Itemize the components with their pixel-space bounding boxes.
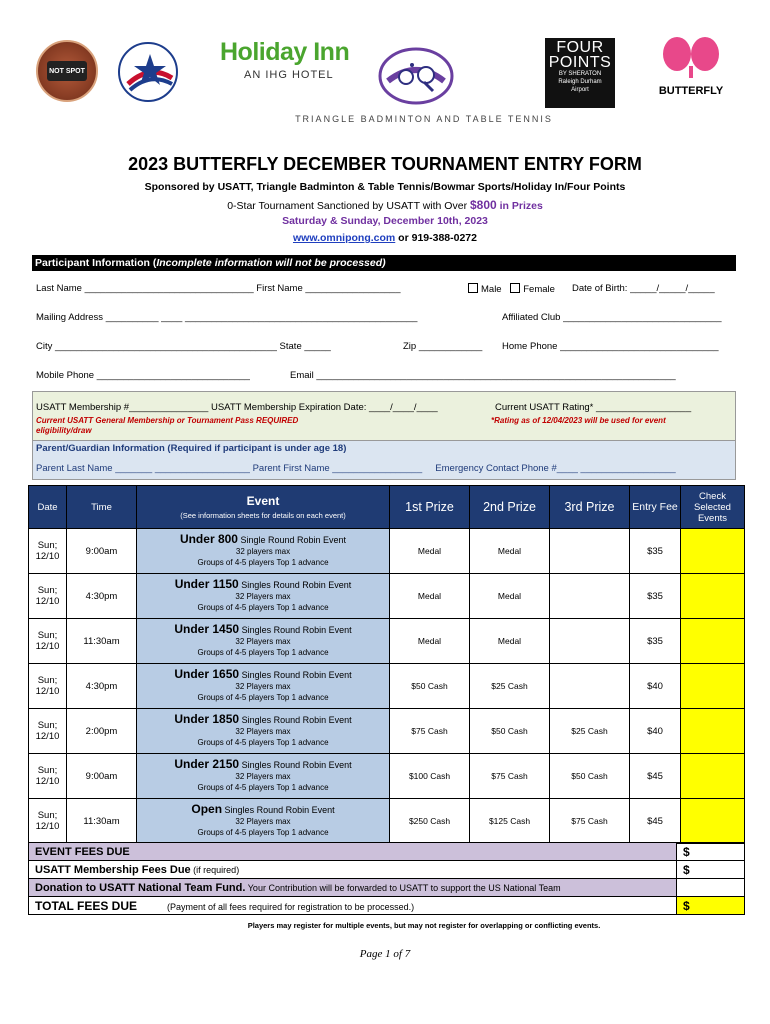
event-name: Under 1150 — [174, 577, 239, 591]
event-row — [29, 664, 745, 709]
event-day: Sun; — [37, 585, 58, 596]
mailing-address-field[interactable]: Mailing Address __________ ____ ____________________________________________ — [36, 312, 418, 323]
event-second-prize: Medal — [470, 619, 550, 664]
event-entry-fee: $45 — [630, 799, 681, 844]
female-label: Female — [523, 284, 555, 295]
col-third-prize: 3rd Prize — [550, 486, 630, 529]
event-groups: Groups of 4-5 players Top 1 advance — [197, 783, 329, 792]
event-time: 4:30pm — [67, 664, 137, 709]
tournament-dates: Saturday & Sunday, December 10th, 2023 — [282, 215, 488, 227]
event-third-prize: $25 Cash — [550, 709, 630, 754]
col-event — [137, 486, 390, 529]
event-time: 4:30pm — [67, 574, 137, 619]
col-event-title: Event — [246, 494, 280, 508]
total-fees-text: TOTAL FEES DUE — [35, 898, 138, 913]
event-row — [29, 754, 745, 799]
rating-date-note: *Rating as of 12/04/2023 will be used for event — [491, 416, 666, 425]
event-groups: Groups of 4-5 players Top 1 advance — [197, 558, 329, 567]
event-description — [137, 709, 390, 754]
total-fees-note: (Payment of all fees required for registration to be processed.) — [167, 901, 415, 912]
city-row — [36, 341, 736, 352]
logo-bar — [0, 0, 770, 130]
event-format: Singles Round Robin Event — [239, 760, 352, 770]
event-description — [137, 664, 390, 709]
donation-text: Donation to USATT National Team Fund. — [35, 881, 246, 894]
butterfly-logo — [648, 36, 734, 96]
event-date-value: 12/10 — [35, 731, 60, 742]
event-row — [29, 619, 745, 664]
event-select-cell[interactable] — [681, 754, 745, 799]
event-fees-amount[interactable]: $ — [677, 843, 745, 861]
event-time: 9:00am — [67, 529, 137, 574]
event-date-value: 12/10 — [35, 551, 60, 562]
event-first-prize: $50 Cash — [390, 664, 470, 709]
holiday-inn-name: Holiday Inn — [220, 38, 350, 66]
donation-label — [29, 879, 677, 897]
event-date-value: 12/10 — [35, 641, 60, 652]
event-date-value: 12/10 — [35, 821, 60, 832]
event-select-cell[interactable] — [681, 619, 745, 664]
participant-header — [32, 255, 736, 271]
event-row — [29, 574, 745, 619]
butterfly-icon — [661, 36, 721, 78]
events-header-row — [29, 486, 745, 529]
sanction-suffix: in Prizes — [496, 200, 543, 212]
event-second-prize: $125 Cash — [470, 799, 550, 844]
col-date: Date — [29, 486, 67, 529]
event-day: Sun; — [37, 765, 58, 776]
usatt-rating-field[interactable]: Current USATT Rating* __________________ — [495, 402, 692, 413]
col-check-events: Check Selected Events — [681, 486, 745, 529]
event-first-prize: $75 Cash — [390, 709, 470, 754]
event-third-prize: $50 Cash — [550, 754, 630, 799]
event-first-prize: Medal — [390, 574, 470, 619]
event-date-value: 12/10 — [35, 776, 60, 787]
event-description — [137, 754, 390, 799]
usatt-logo — [118, 42, 178, 102]
four-points-line3: BY SHERATON — [558, 71, 602, 77]
event-first-prize: Medal — [390, 529, 470, 574]
zip-field[interactable]: Zip ____________ — [403, 341, 483, 352]
fees-table — [28, 842, 745, 915]
club-seal-logo — [36, 40, 98, 102]
website-link[interactable]: www.omnipong.com — [292, 232, 396, 244]
event-name: Open — [191, 802, 223, 816]
total-fees-row — [29, 897, 745, 915]
event-row — [29, 529, 745, 574]
donation-note: Your Contribution will be forwarded to USATT to support the US National Team — [245, 882, 561, 893]
page-title: 2023 BUTTERFLY DECEMBER TOURNAMENT ENTRY FORM — [128, 154, 642, 174]
mobile-row — [36, 370, 736, 381]
membership-fees-amount[interactable]: $ — [677, 861, 745, 879]
event-capacity: 32 Players max — [235, 727, 291, 736]
home-phone-field[interactable]: Home Phone ______________________________ — [502, 341, 719, 352]
total-fees-amount[interactable]: $ — [677, 897, 745, 915]
events-body — [29, 529, 745, 844]
event-date-value: 12/10 — [35, 596, 60, 607]
event-second-prize: Medal — [470, 574, 550, 619]
event-name: Under 800 — [179, 532, 238, 546]
usatt-membership-box — [32, 391, 736, 441]
email-field[interactable]: Email ____________________________________________________________________ — [290, 370, 676, 381]
event-entry-fee: $45 — [630, 754, 681, 799]
event-groups: Groups of 4-5 players Top 1 advance — [197, 693, 329, 702]
event-description — [137, 574, 390, 619]
col-time: Time — [67, 486, 137, 529]
membership-fees-label — [29, 861, 677, 879]
participant-header-main: Participant Information ( — [35, 257, 157, 269]
tagline: TRIANGLE BADMINTON AND TABLE TENNIS — [295, 114, 553, 124]
event-row — [29, 799, 745, 844]
name-row — [36, 283, 736, 294]
male-checkbox[interactable] — [468, 283, 478, 293]
event-name: Under 1850 — [174, 712, 240, 726]
sanction-amount: $800 — [469, 198, 497, 212]
event-first-prize: $250 Cash — [390, 799, 470, 844]
event-time: 2:00pm — [67, 709, 137, 754]
event-third-prize — [550, 619, 630, 664]
contact-line — [0, 232, 770, 244]
event-date — [29, 799, 67, 844]
event-format: Singles Round Robin Event — [239, 715, 352, 725]
event-date — [29, 754, 67, 799]
event-groups: Groups of 4-5 players Top 1 advance — [197, 828, 329, 837]
event-day: Sun; — [37, 630, 58, 641]
event-first-prize: $100 Cash — [390, 754, 470, 799]
event-capacity: 32 Players max — [235, 772, 291, 781]
event-select-cell[interactable] — [681, 709, 745, 754]
event-date — [29, 619, 67, 664]
membership-required-note: Current USATT General Membership or Tournament Pass REQUIRED eligibility/draw — [36, 416, 299, 435]
guardian-header: Parent/Guardian Information (Required if participant is under age 18) — [36, 443, 347, 454]
event-select-cell[interactable] — [681, 574, 745, 619]
event-entry-fee: $40 — [630, 709, 681, 754]
donation-amount[interactable] — [677, 879, 745, 897]
four-points-line4: Raleigh Durham — [558, 79, 602, 85]
event-capacity: 32 Players max — [235, 817, 291, 826]
male-label: Male — [481, 284, 502, 295]
event-time: 9:00am — [67, 754, 137, 799]
usatt-membership-field[interactable]: USATT Membership #_______________ USATT Membership Expiration Date: ____/____/____ — [36, 402, 438, 413]
donation-row — [29, 879, 745, 897]
events-table — [28, 485, 745, 844]
four-points-line2: POINTS — [548, 54, 612, 71]
event-second-prize: $25 Cash — [470, 664, 550, 709]
event-select-cell[interactable] — [681, 529, 745, 574]
membership-fees-text: USATT Membership Fees Due — [35, 863, 191, 876]
event-date — [29, 574, 67, 619]
event-third-prize — [550, 529, 630, 574]
event-time: 11:30am — [67, 619, 137, 664]
event-capacity: 32 Players max — [235, 682, 291, 691]
four-points-line5: Airport — [571, 87, 589, 93]
mailing-row — [36, 312, 736, 323]
event-day: Sun; — [37, 675, 58, 686]
event-name: Under 1650 — [174, 667, 240, 681]
usatt-star-icon — [120, 44, 178, 102]
shuttlecock-paddle-icon — [378, 47, 454, 105]
membership-fees-note: (if required) — [190, 864, 240, 875]
event-day: Sun; — [37, 720, 58, 731]
gender-group — [468, 283, 555, 295]
event-third-prize — [550, 664, 630, 709]
event-groups: Groups of 4-5 players Top 1 advance — [197, 648, 329, 657]
registration-footnote: Players may register for multiple events, but may not register for overlapping or conflicting events. — [247, 921, 601, 930]
event-second-prize: $50 Cash — [470, 709, 550, 754]
event-fees-row — [29, 843, 745, 861]
event-second-prize: Medal — [470, 529, 550, 574]
holiday-inn-logo — [220, 38, 350, 86]
event-entry-fee: $40 — [630, 664, 681, 709]
event-fees-text: EVENT FEES DUE — [35, 845, 130, 858]
four-points-logo — [545, 38, 615, 108]
event-groups: Groups of 4-5 players Top 1 advance — [197, 603, 329, 612]
membership-fees-row — [29, 861, 745, 879]
event-capacity: 32 players max — [235, 547, 291, 556]
event-third-prize: $75 Cash — [550, 799, 630, 844]
event-format: Singles Round Robin Event — [239, 670, 352, 680]
event-entry-fee: $35 — [630, 574, 681, 619]
holiday-inn-sub: AN IHG HOTEL — [244, 69, 334, 81]
sanction-line — [0, 198, 770, 212]
col-second-prize: 2nd Prize — [470, 486, 550, 529]
event-capacity: 32 Players max — [235, 592, 291, 601]
event-format: Singles Round Robin Event — [239, 625, 352, 635]
event-capacity: 32 Players max — [235, 637, 291, 646]
event-date — [29, 529, 67, 574]
dob-field[interactable]: Date of Birth: _____/_____/_____ — [572, 283, 715, 294]
event-first-prize: Medal — [390, 619, 470, 664]
event-row — [29, 709, 745, 754]
event-fees-label — [29, 843, 677, 861]
event-entry-fee: $35 — [630, 619, 681, 664]
col-first-prize: 1st Prize — [390, 486, 470, 529]
event-select-cell[interactable] — [681, 799, 745, 844]
sponsored-line: Sponsored by USATT, Triangle Badminton & Table Tennis/Bowmar Sports/Holiday In/Four Points — [144, 181, 626, 193]
col-event-sub: (See information sheets for details on each event) — [180, 511, 346, 520]
female-checkbox[interactable] — [510, 283, 520, 293]
guardian-box — [32, 441, 736, 480]
page-number: Page 1 of 7 — [359, 948, 411, 960]
sanction-prefix: 0-Star Tournament Sanctioned by USATT with Over — [227, 200, 470, 212]
event-format: Single Round Robin Event — [237, 535, 347, 545]
event-day: Sun; — [37, 810, 58, 821]
col-entry-fee: Entry Fee — [630, 486, 681, 529]
phone-text: or 919-388-0272 — [395, 232, 477, 244]
butterfly-wordmark: BUTTERFLY — [658, 85, 724, 97]
event-date — [29, 664, 67, 709]
total-fees-label — [29, 897, 677, 915]
event-select-cell[interactable] — [681, 664, 745, 709]
event-description — [137, 619, 390, 664]
event-entry-fee: $35 — [630, 529, 681, 574]
affiliated-club-field[interactable]: Affiliated Club ______________________________ — [502, 312, 722, 323]
event-second-prize: $75 Cash — [470, 754, 550, 799]
event-name: Under 2150 — [174, 757, 240, 771]
event-date-value: 12/10 — [35, 686, 60, 697]
badminton-logo — [378, 47, 454, 105]
event-day: Sun; — [37, 540, 58, 551]
event-description — [137, 529, 390, 574]
event-groups: Groups of 4-5 players Top 1 advance — [197, 738, 329, 747]
name-fields[interactable]: Last Name ________________________________ First Name __________________ — [36, 283, 401, 294]
club-seal-label: NOT SPOT — [47, 61, 87, 81]
event-format: Singles Round Robin Event — [238, 580, 352, 590]
mobile-phone-field[interactable]: Mobile Phone _____________________________ — [36, 370, 250, 381]
event-third-prize — [550, 574, 630, 619]
event-name: Under 1450 — [174, 622, 240, 636]
guardian-fields[interactable]: Parent Last Name _______ __________________ Parent First Name _________________ Emergency Contact Phone #____ __________________ — [36, 463, 676, 474]
event-description — [137, 799, 390, 844]
event-date — [29, 709, 67, 754]
event-time: 11:30am — [67, 799, 137, 844]
participant-header-note: Incomplete information will not be processed) — [156, 257, 386, 269]
event-format: Singles Round Robin Event — [222, 805, 335, 815]
four-points-line1: FOUR — [556, 39, 604, 56]
city-state-field[interactable]: City __________________________________________ State _____ — [36, 341, 331, 352]
